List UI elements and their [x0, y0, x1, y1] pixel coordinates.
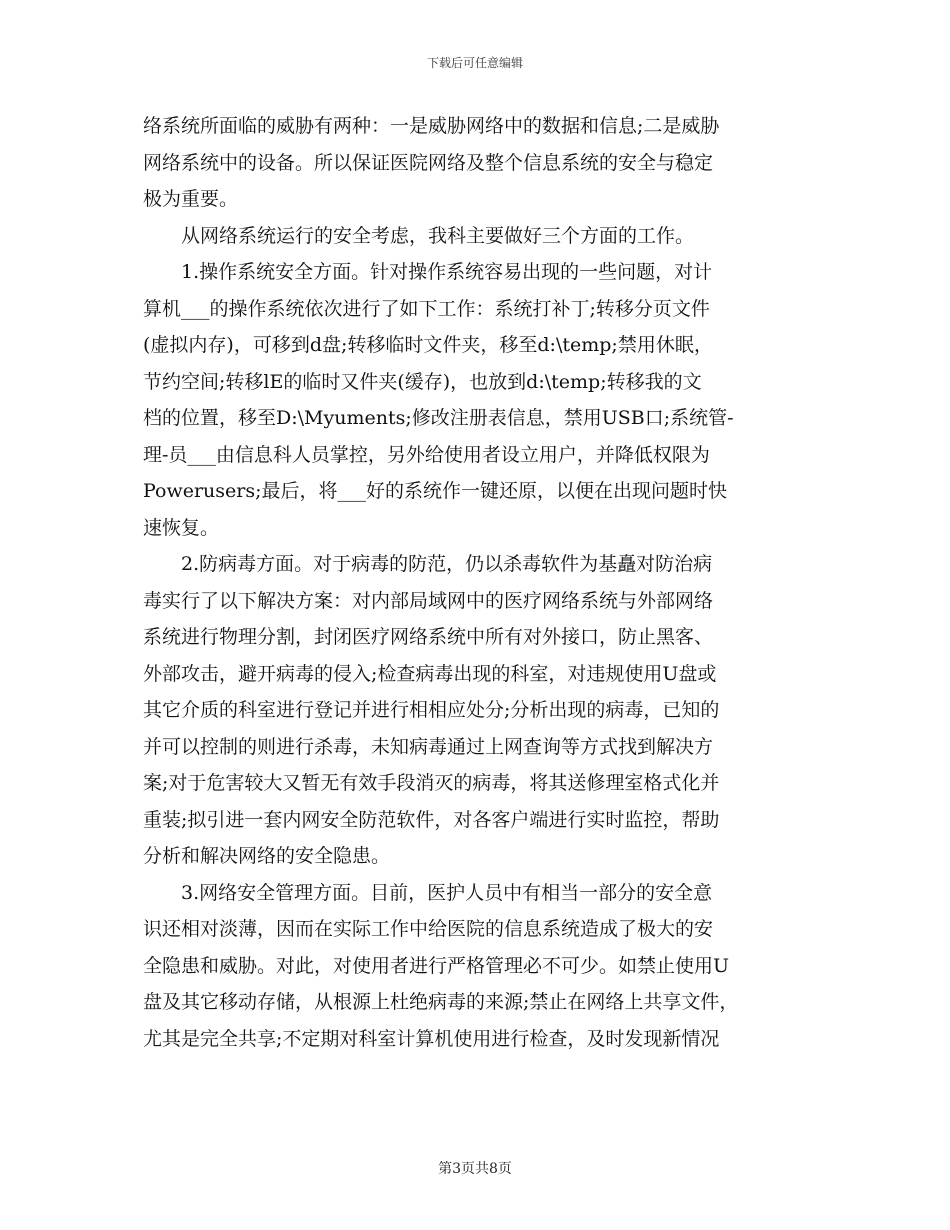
page-header: 下载后可任意编辑 [426, 56, 523, 70]
text-line: 并可以控制的则进行杀毒，未知病毒通过上网查询等方式找到解决方 [143, 735, 714, 758]
text-line: 理-员___由信息科人员掌控，另外给使用者设立用户，并降低权限为 [143, 443, 710, 466]
text-line: 外部攻击，避开病毒的侵入;检查病毒出现的科室，对违规使用U盘或 [143, 662, 717, 685]
page-number: 第3页共8页 [438, 1161, 512, 1177]
text-line: 识还相对淡薄，因而在实际工作中给医院的信息系统造成了极大的安 [143, 918, 714, 940]
text-line: Powerusers;最后，将___好的系统作一键还原，以便在出现问题时快 [143, 480, 728, 502]
text-line: 案;对于危害较大又暂无有效手段消灭的病毒，将其送修理室格式化并 [143, 772, 720, 794]
text-line: 从网络系统运行的安全考虑，我科主要做好三个方面的工作。 [181, 224, 695, 247]
text-line: 3.网络安全管理方面。目前，医护人员中有相当一部分的安全意 [181, 881, 713, 904]
text-line: 速恢复。 [143, 516, 220, 539]
text-line: 1.操作系统安全方面。针对操作系统容易出现的一些问题，对计 [181, 261, 713, 283]
text-line: 极为重要。 [143, 188, 239, 210]
text-line: (虚拟内存)，可移到d盘;转移临时文件夹，移至d:\temp;禁用休眠， [143, 334, 713, 356]
text-line: 系统进行物理分割，封闭医疗网络系统中所有对外接口，防止黑客、 [143, 626, 714, 648]
text-line: 络系统所面临的威胁有两种：一是威胁网络中的数据和信息;二是威胁 [143, 115, 720, 137]
text-line: 档的位置，移至D:\Myuments;修改注册表信息，禁用USB口;系统管- [143, 407, 734, 429]
text-line: 算机___的操作系统依次进行了如下工作：系统打补丁;转移分页文件 [143, 297, 710, 320]
text-line: 网络系统中的设备。所以保证医院网络及整个信息系统的安全与稳定 [143, 151, 714, 174]
text-line: 全隐患和威胁。对此，对使用者进行严格管理必不可少。如禁止使用U [143, 954, 730, 977]
text-line: 重装;拟引进一套内网安全防范软件，对各客户端进行实时监控，帮助 [143, 808, 720, 831]
text-line: 分析和解决网络的安全隐患。 [143, 845, 391, 867]
text-line: 其它介质的科室进行登记并进行相相应处分;分析出现的病毒，已知的 [143, 699, 720, 721]
text-line: 毒实行了以下解决方案：对内部局域网中的医疗网络系统与外部网络 [143, 589, 714, 612]
text-line: 盘及其它移动存储，从根源上杜绝病毒的来源;禁止在网络上共享文件， [143, 991, 739, 1013]
document-body [143, 108, 811, 1057]
text-line: 2.防病毒方面。对于病毒的防范，仍以杀毒软件为基矗对防治病 [181, 553, 713, 575]
text-line: 尤其是完全共享;不定期对科室计算机使用进行检查，及时发现新情况 [143, 1027, 720, 1050]
text-line: 节约空间;转移lE的临时又件夹(缓存)，也放到d:\temp;转移我的文 [143, 370, 702, 393]
